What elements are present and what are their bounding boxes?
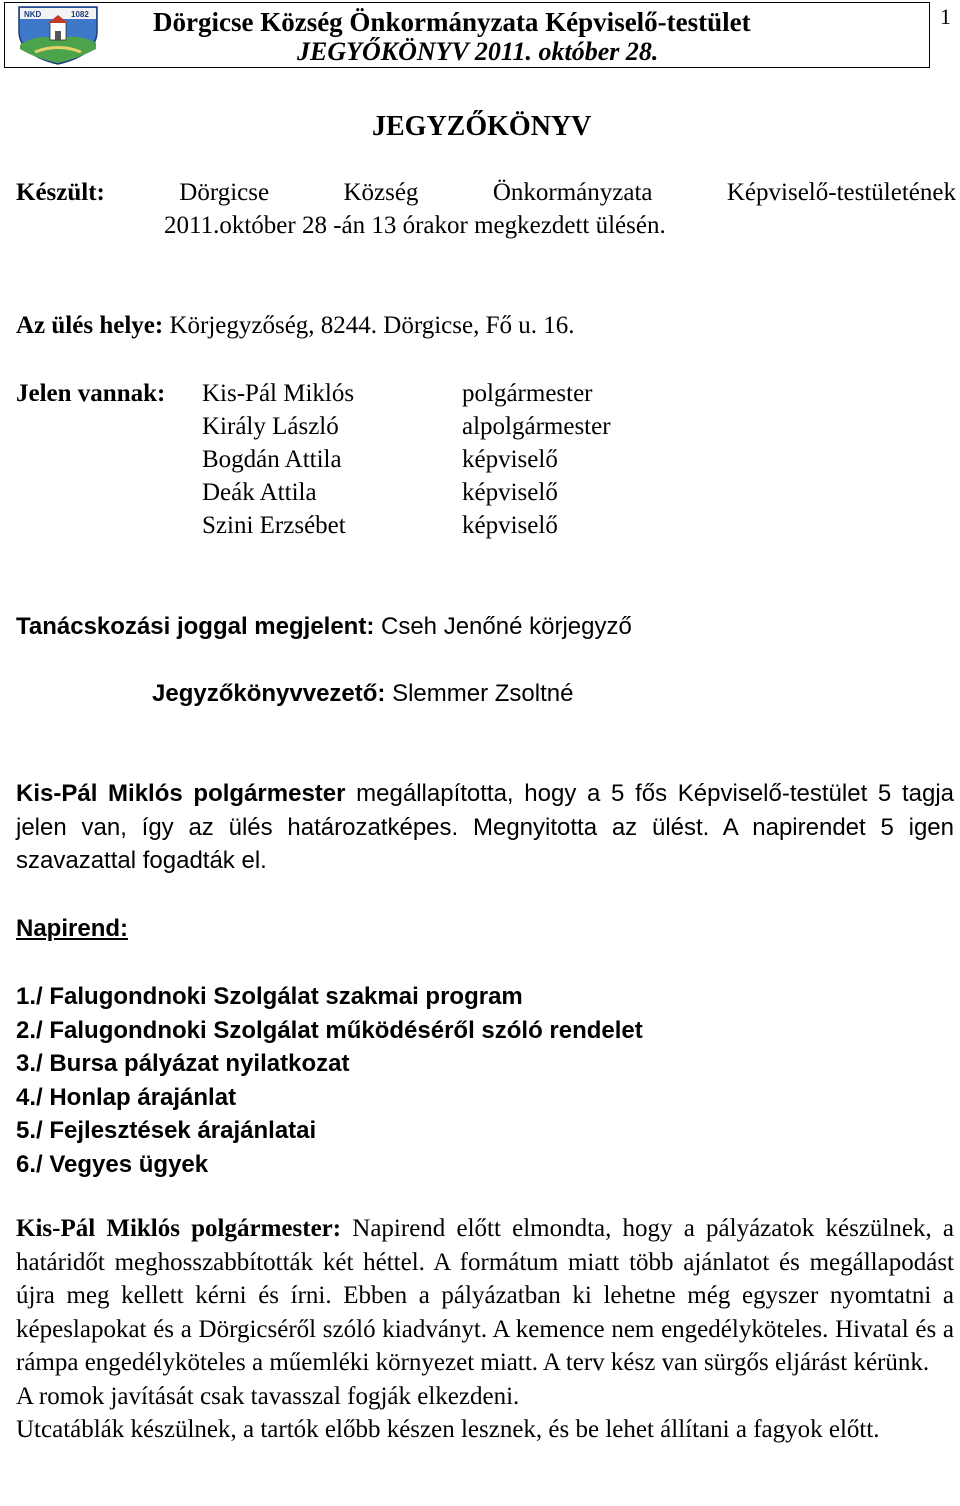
attendee-role: alpolgármester (462, 413, 611, 440)
prepared-word: Dörgicse (179, 179, 270, 206)
minutes-taker-line (152, 677, 573, 710)
opening-paragraph (16, 777, 954, 878)
attendee-roles (462, 377, 611, 542)
prepared-line-2: 2011.október 28 -án 13 órakor megkezdett ülésén. (164, 212, 666, 239)
place-label: Az ülés helye: (16, 312, 164, 339)
attendee-name: Szini Erzsébet (202, 512, 346, 539)
minutes-label: Jegyzőkönyvvezető: (152, 680, 386, 707)
village-crest-icon (17, 5, 99, 65)
agenda-list (16, 980, 643, 1181)
minutes-value: Slemmer Zsoltné (385, 680, 574, 707)
place-value: Körjegyzőség, 8244. Dörgicse, Fő u. 16. (163, 312, 575, 339)
document-title: JEGYZŐKÖNYV (372, 111, 592, 142)
agenda-item: 1./ Falugondnoki Szolgálat szakmai program (16, 983, 523, 1010)
page-number: 1 (940, 4, 951, 29)
agenda-item: 6./ Vegyes ügyek (16, 1150, 209, 1178)
opening-speaker: Kis-Pál Miklós polgármester (16, 780, 346, 807)
meeting-place (16, 309, 575, 342)
agenda-heading: Napirend: (16, 915, 129, 942)
speech-speaker: Kis-Pál Miklós polgármester: (16, 1215, 342, 1242)
attendee-role: képviselő (462, 479, 558, 506)
prepared-word: Képviselő-testületének (726, 179, 956, 206)
prepared-word: Község (343, 179, 419, 206)
agenda-item: 5./ Fejlesztések árajánlatai (16, 1117, 317, 1144)
mayor-speech (16, 1212, 954, 1447)
attendee-role: polgármester (462, 380, 593, 407)
advisor-line (16, 610, 632, 643)
attendee-name: Bogdán Attila (202, 446, 342, 473)
agenda-item: 2./ Falugondnoki Szolgálat működéséről szóló rendelet (16, 1016, 643, 1044)
speech-line: Utcatáblák készülnek, a tartók előbb készen lesznek, és be lehet állítani a fagyok előtt. (16, 1416, 880, 1443)
attendee-name: Király László (202, 413, 339, 440)
header-subtitle: JEGYŐKÖNYV 2011. október 28. (297, 37, 659, 66)
attendee-names (202, 377, 354, 542)
speech-paragraph (16, 1212, 954, 1380)
prepared-word: Önkormányzata (492, 179, 653, 206)
svg-text:1082: 1082 (71, 10, 89, 19)
attendee-role: képviselő (462, 512, 558, 539)
header-title: Dörgicse Község Önkormányzata Képviselő-testület (153, 7, 751, 37)
speech-text: Napirend előtt elmondta, hogy a pályázatok készülnek, a határidőt meghosszabbították két héttel. A formátum miatt több ajánlatot és megállapodást újra meg kellett kérni és írni. Ebben a pályázatban ki lehetne még egyszer nyomtatni a képeslapokat és a Dörgicséről szóló kiadványt. A kemence nem engedélyköteles. Hivatal és a rámpa engedélyköteles a műemléki környezet miatt. A terv kész van sürgős eljárást kérünk. (16, 1215, 954, 1376)
opening-text: megállapította, hogy a 5 fős Képviselő-testület 5 tagja jelen van, így az ülés határozatképes. Megnyitotta az ülést. A napirendet 5 igen szavazattal fogadták el. (16, 780, 954, 874)
present-label: Jelen vannak: (16, 380, 166, 407)
svg-text:NKD: NKD (24, 10, 42, 19)
attendee-name: Kis-Pál Miklós (202, 380, 355, 407)
speech-line: A romok javítását csak tavasszal fogják elkezdeni. (16, 1382, 520, 1410)
agenda-item: 3./ Bursa pályázat nyilatkozat (16, 1050, 350, 1077)
prepared-label: Készült: (16, 179, 105, 206)
attendee-name: Deák Attila (202, 479, 317, 506)
document-header (4, 2, 930, 68)
agenda-item: 4./ Honlap árajánlat (16, 1083, 237, 1111)
attendee-role: képviselő (462, 446, 558, 473)
advisor-label: Tanácskozási joggal megjelent: (16, 613, 375, 640)
advisor-value: Cseh Jenőné körjegyző (374, 613, 632, 640)
prepared-line (16, 176, 956, 209)
